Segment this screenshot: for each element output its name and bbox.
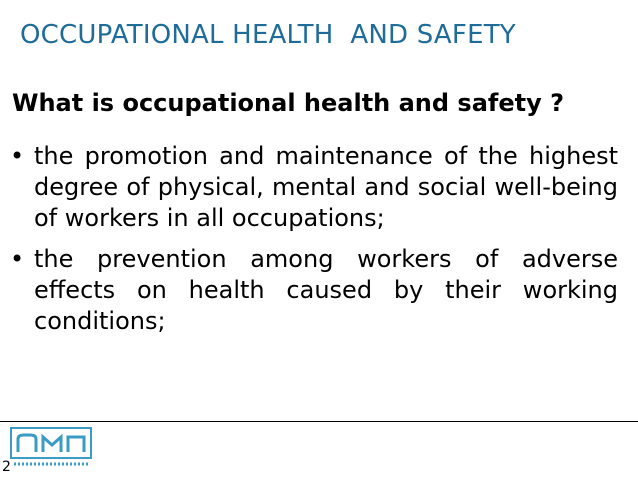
footer-divider: [0, 421, 638, 422]
bullet-dot-icon: •: [10, 245, 25, 273]
bullet-item: [10, 141, 618, 234]
slide-title: OCCUPATIONAL HEALTH AND SAFETY: [20, 20, 516, 50]
bullet-dot-icon: •: [10, 142, 25, 170]
bullet-text: the promotion and maintenance of the highest degree of physical, mental and social well-being of workers in all occupations;: [34, 142, 618, 232]
bullet-text: the prevention among workers of adverse effects on health caused by their working conditions;: [34, 245, 618, 335]
bullet-item: [10, 244, 618, 337]
slide-number: 2: [2, 459, 11, 475]
organization-logo-icon: [10, 427, 94, 471]
bullet-list: [10, 141, 618, 347]
question-heading: What is occupational health and safety ?: [12, 89, 565, 117]
